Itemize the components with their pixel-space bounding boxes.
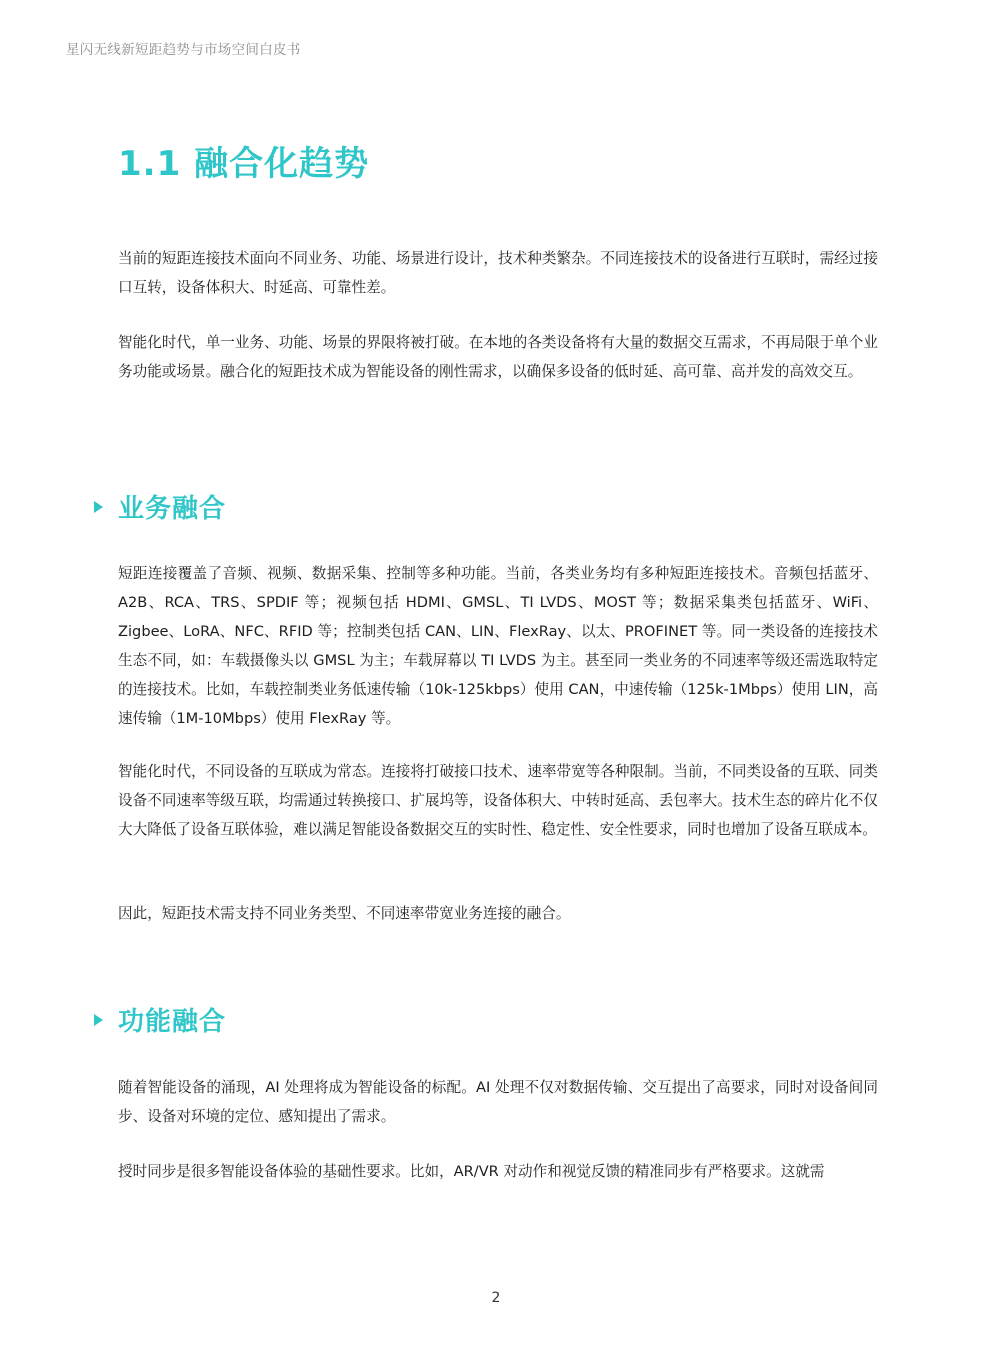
business-fusion-paragraph-3: 因此，短距技术需支持不同业务类型、不同速率带宽业务连接的融合。 (118, 905, 571, 922)
function-fusion-paragraph-2: 授时同步是很多智能设备体验的基础性要求。比如，AR/VR 对动作和视觉反馈的精准同步有严格要求。这就需 (118, 1163, 825, 1180)
page-title: 1.1 融合化趋势 (118, 144, 370, 184)
business-fusion-paragraph-1: 短距连接覆盖了音频、视频、数据采集、控制等多种功能。当前，各类业务均有多种短距连接技术。音频包括蓝牙、A2B、RCA、TRS、SPDIF 等；视频包括 HDMI、GMSL、TI LVDS、MOST 等；数据采集类包括蓝牙、WiFi、Zigbee、LoRA、NFC、RFID 等；控制类包括 CAN、LIN、FlexRay、以太、PROFINET 等。同一类设备的连接技术生态不同，如：车载摄像头以 GMSL 为主；车载屏幕以 TI LVDS 为主。甚至同一类业务的不同速率等级还需选取特定的连接技术。比如，车载控制类业务低速传输（10k-125kbps）使用 CAN，中速传输（125k-1Mbps）使用 LIN，高速传输（1M-10Mbps）使用 FlexRay 等。 (118, 565, 878, 727)
intro-paragraph-1: 当前的短距连接技术面向不同业务、功能、场景进行设计，技术种类繁杂。不同连接技术的设备进行互联时，需经过接口互转，设备体积大、时延高、可靠性差。 (118, 250, 878, 296)
business-fusion-paragraph-2: 智能化时代，不同设备的互联成为常态。连接将打破接口技术、速率带宽等各种限制。当前，不同类设备的互联、同类设备不同速率等级互联，均需通过转换接口、扩展坞等，设备体积大、中转时延高、丢包率大。技术生态的碎片化不仅大大降低了设备互联体验，难以满足智能设备数据交互的实时性、稳定性、安全性要求，同时也增加了设备互联成本。 (118, 763, 878, 838)
triangle-bullet-icon (94, 501, 103, 513)
section-heading-business-fusion (94, 488, 226, 525)
section-heading-text: 业务融合 (118, 494, 227, 524)
running-header: 星闪无线新短距趋势与市场空间白皮书 (66, 42, 301, 58)
section-heading-text: 功能融合 (118, 1007, 227, 1037)
function-fusion-paragraph-1: 随着智能设备的涌现，AI 处理将成为智能设备的标配。AI 处理不仅对数据传输、交互提出了高要求，同时对设备间同步、设备对环境的定位、感知提出了需求。 (118, 1079, 878, 1125)
section-heading-function-fusion (94, 1001, 226, 1038)
triangle-bullet-icon (94, 1014, 103, 1026)
page-number: 2 (491, 1290, 501, 1306)
intro-paragraph-2: 智能化时代，单一业务、功能、场景的界限将被打破。在本地的各类设备将有大量的数据交互需求，不再局限于单个业务功能或场景。融合化的短距技术成为智能设备的刚性需求，以确保多设备的低时延、高可靠、高并发的高效交互。 (118, 334, 878, 380)
